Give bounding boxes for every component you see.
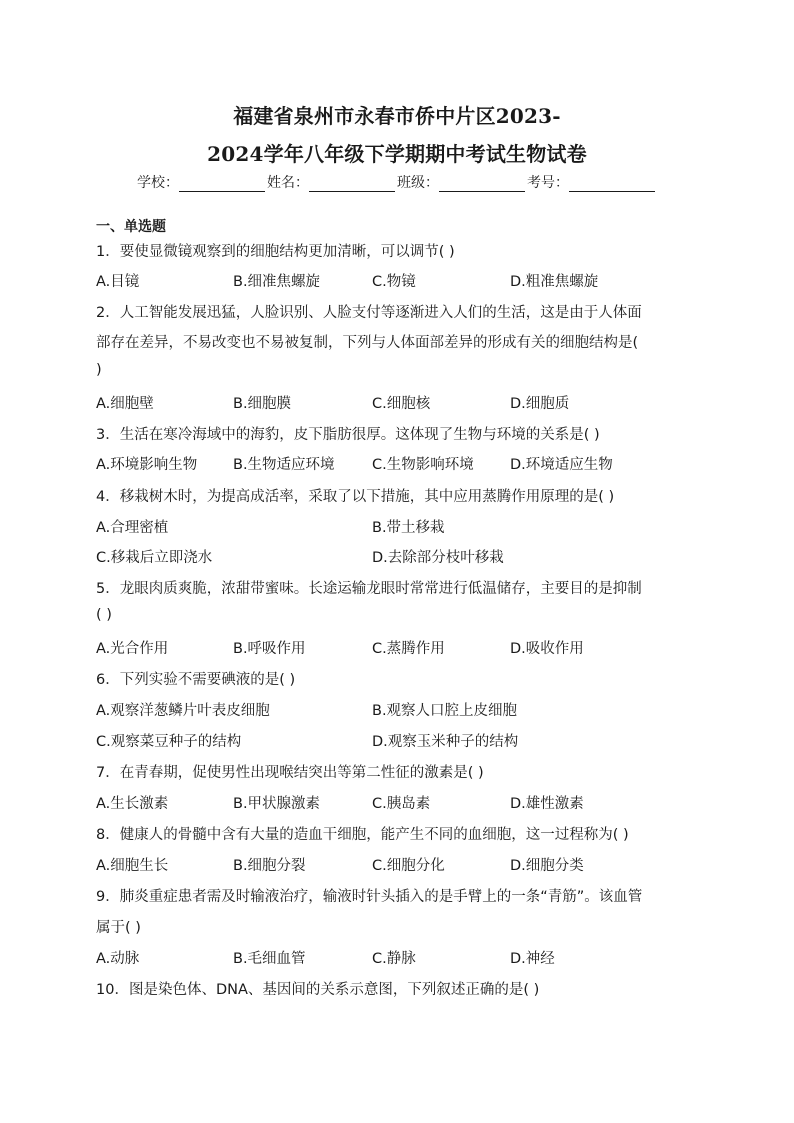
q6-option-a[interactable]: A.观察洋葱鳞片叶表皮细胞 (96, 703, 270, 719)
student-info-row (0, 172, 794, 192)
question-8-stem: 8．健康人的骨髓中含有大量的造血干细胞，能产生不同的血细胞，这一过程称为( ) (96, 827, 629, 843)
section-heading: 一、单选题 (96, 219, 166, 235)
school-label: 学校： (137, 175, 179, 191)
q9-option-c[interactable]: C.静脉 (372, 951, 416, 967)
q4-option-b[interactable]: B.带土移栽 (372, 520, 445, 536)
exam-no-blank[interactable] (569, 177, 655, 192)
question-5-stem-cont: ( ) (96, 607, 112, 623)
q8-option-b[interactable]: B.细胞分裂 (233, 858, 306, 874)
q2-option-d[interactable]: D.细胞质 (510, 396, 570, 412)
question-4-stem: 4．移栽树木时，为提高成活率，采取了以下措施，其中应用蒸腾作用原理的是( ) (96, 489, 615, 505)
q2-option-a[interactable]: A.细胞壁 (96, 396, 154, 412)
exam-title-line2: 2024学年八年级下学期期中考试生物试卷 (207, 142, 587, 166)
name-label: 姓名： (267, 175, 309, 191)
q7-option-b[interactable]: B.甲状腺激素 (233, 796, 321, 812)
q4-option-a[interactable]: A.合理密植 (96, 520, 169, 536)
q9-option-a[interactable]: A.动脉 (96, 951, 140, 967)
q9-option-d[interactable]: D.神经 (510, 951, 555, 967)
q6-option-d[interactable]: D.观察玉米种子的结构 (372, 734, 519, 750)
class-blank[interactable] (439, 177, 525, 192)
q8-option-c[interactable]: C.细胞分化 (372, 858, 445, 874)
q6-option-b[interactable]: B.观察人口腔上皮细胞 (372, 703, 518, 719)
q2-option-b[interactable]: B.细胞膜 (233, 396, 292, 412)
q1-option-b[interactable]: B.细准焦螺旋 (233, 274, 321, 290)
q5-option-a[interactable]: A.光合作用 (96, 641, 169, 657)
question-10-stem: 10．图是染色体、DNA、基因间的关系示意图，下列叙述正确的是( ) (96, 982, 540, 998)
q3-option-b[interactable]: B.生物适应环境 (233, 457, 335, 473)
question-5-stem: 5．龙眼肉质爽脆，浓甜带蜜味。长途运输龙眼时常常进行低温储存，主要目的是抑制 (96, 581, 642, 597)
q2-option-c[interactable]: C.细胞核 (372, 396, 431, 412)
question-2-stem: 2．人工智能发展迅猛，人脸识别、人脸支付等逐渐进入人们的生活，这是由于人体面 (96, 305, 642, 321)
q1-option-d[interactable]: D.粗准焦螺旋 (510, 274, 599, 290)
q7-option-d[interactable]: D.雄性激素 (510, 796, 584, 812)
question-2-stem-end: ) (96, 362, 102, 378)
name-blank[interactable] (309, 177, 395, 192)
question-6-stem: 6．下列实验不需要碘液的是( ) (96, 672, 296, 688)
q7-option-a[interactable]: A.生长激素 (96, 796, 169, 812)
q5-option-c[interactable]: C.蒸腾作用 (372, 641, 445, 657)
question-7-stem: 7．在青春期，促使男性出现喉结突出等第二性征的激素是( ) (96, 765, 484, 781)
q8-option-d[interactable]: D.细胞分类 (510, 858, 584, 874)
q3-option-a[interactable]: A.环境影响生物 (96, 457, 198, 473)
q4-option-c[interactable]: C.移栽后立即浇水 (96, 550, 213, 566)
q8-option-a[interactable]: A.细胞生长 (96, 858, 169, 874)
q9-option-b[interactable]: B.毛细血管 (233, 951, 306, 967)
question-2-stem-cont: 部存在差异，不易改变也不易被复制，下列与人体面部差异的形成有关的细胞结构是( (96, 335, 639, 351)
q5-option-b[interactable]: B.呼吸作用 (233, 641, 306, 657)
q4-option-d[interactable]: D.去除部分枝叶移栽 (372, 550, 504, 566)
exam-no-label: 考号： (527, 175, 569, 191)
q6-option-c[interactable]: C.观察菜豆种子的结构 (96, 734, 242, 750)
question-9-stem-cont: 属于( ) (96, 920, 141, 936)
q5-option-d[interactable]: D.吸收作用 (510, 641, 584, 657)
q7-option-c[interactable]: C.胰岛素 (372, 796, 431, 812)
question-9-stem: 9．肺炎重症患者需及时输液治疗，输液时针头插入的是手臂上的一条“青筋”。该血管 (96, 889, 643, 905)
q3-option-d[interactable]: D.环境适应生物 (510, 457, 613, 473)
question-3-stem: 3．生活在寒冷海域中的海豹，皮下脂肪很厚。这体现了生物与环境的关系是( ) (96, 427, 600, 443)
school-blank[interactable] (179, 177, 265, 192)
q1-option-a[interactable]: A.目镜 (96, 274, 140, 290)
q3-option-c[interactable]: C.生物影响环境 (372, 457, 474, 473)
q1-option-c[interactable]: C.物镜 (372, 274, 416, 290)
class-label: 班级： (397, 175, 439, 191)
question-1-stem: 1．要使显微镜观察到的细胞结构更加清晰，可以调节( ) (96, 244, 455, 260)
exam-title-line1: 福建省泉州市永春市侨中片区2023- (233, 104, 561, 128)
